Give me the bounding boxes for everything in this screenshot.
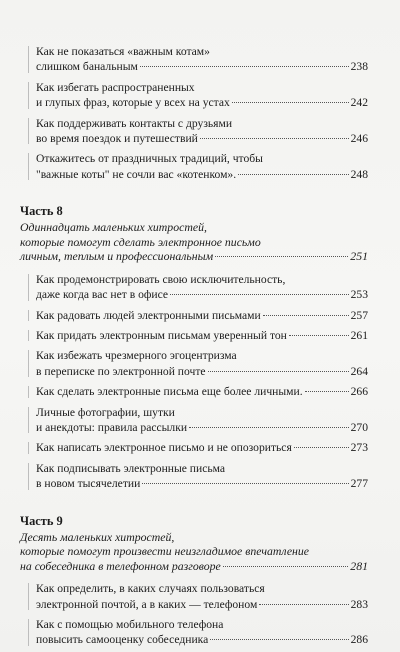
entry-title-line: Как не показаться «важным котам»	[36, 45, 210, 58]
toc-entry[interactable]	[28, 405, 368, 436]
entry-title-line-text: "важные коты" не сочли вас «котенком».	[36, 167, 237, 181]
page-number: 246	[350, 132, 368, 146]
part-8-desc-line-text: личным, теплым и профессиональным	[20, 249, 214, 264]
entry-title-line: Как избежать чрезмерного эгоцентризма	[36, 349, 237, 363]
entry-title-line-text: и глупых фраз, которые у всех на устах	[36, 96, 230, 110]
entry-title-line-text: электронной почтой, а в каких — телефоном	[36, 597, 258, 611]
dot-leader	[232, 102, 349, 103]
entry-title-line: Как продемонстрировать свою исключительность,	[36, 272, 286, 286]
page-number: 283	[350, 597, 368, 611]
toc-entry[interactable]	[28, 328, 368, 343]
page-number: 238	[350, 60, 368, 74]
page-number: 242	[350, 96, 368, 110]
part-8-desc-last-line	[20, 249, 368, 264]
part-9-desc-line: Десять маленьких хитростей,	[20, 529, 175, 544]
part-9-desc-last-line	[20, 559, 368, 574]
page-number: 266	[350, 385, 368, 399]
dot-leader	[305, 391, 349, 392]
entry-title-line-text: Как радовать людей электронными письмами	[36, 308, 261, 322]
entry-title-last-line	[36, 131, 368, 146]
page-number: 270	[350, 421, 368, 434]
dot-leader	[263, 315, 349, 316]
entry-title-last-line	[36, 308, 368, 323]
dot-leader	[238, 174, 349, 175]
toc-entry[interactable]	[28, 384, 368, 399]
entry-title-last-line	[36, 440, 368, 455]
dot-leader	[170, 294, 349, 295]
entry-title-last-line	[36, 59, 368, 74]
part-8-entries	[28, 272, 368, 492]
part-9-entries	[28, 581, 368, 648]
toc-entry[interactable]	[28, 80, 368, 111]
dot-leader	[142, 483, 348, 484]
dot-leader	[223, 566, 349, 567]
entry-title-line-text: Как придать электронным письмам уверенный тон	[36, 328, 287, 342]
entry-title-last-line	[36, 328, 368, 343]
page-number: 264	[350, 364, 368, 378]
entry-title-last-line	[36, 476, 368, 491]
entry-title-line: Как поддерживать контакты с друзьями	[36, 116, 233, 130]
part-8-desc-line: Одиннадцать маленьких хитростей,	[20, 220, 207, 235]
part-9-description	[20, 530, 368, 574]
part-8-heading: Часть 8	[20, 204, 63, 219]
dot-leader	[189, 427, 349, 428]
page-number: 251	[350, 249, 368, 264]
page-number: 261	[350, 328, 368, 342]
entry-title-last-line	[36, 384, 368, 399]
entry-title-line-text: и анекдоты: правила рассылки	[36, 421, 188, 434]
entry-title-last-line	[36, 420, 368, 435]
dot-leader	[289, 335, 349, 336]
part-8-desc-line: которые помогут сделать электронное письмо	[20, 234, 261, 249]
entry-title-last-line	[36, 287, 368, 302]
page-number: 281	[350, 558, 368, 573]
toc-entry[interactable]	[28, 308, 368, 323]
part-9-heading: Часть 9	[20, 513, 63, 528]
page-number: 277	[350, 477, 368, 491]
entry-title-line-text: Как сделать электронные письма еще более личными.	[36, 385, 303, 399]
toc-entry[interactable]	[28, 44, 368, 75]
toc-entry[interactable]	[28, 116, 368, 147]
entry-title-last-line	[36, 364, 368, 379]
entry-title-line-text: во время поездок и путешествий	[36, 132, 198, 146]
dot-leader	[210, 639, 348, 640]
page-number: 257	[350, 308, 368, 322]
dot-leader	[208, 371, 349, 372]
toc-entry[interactable]	[28, 461, 368, 492]
dot-leader	[294, 447, 349, 448]
entry-title-line: Как избегать распространенных	[36, 80, 195, 94]
toc-entry[interactable]	[28, 440, 368, 455]
toc-top-entries	[28, 44, 368, 182]
part-8	[20, 204, 368, 264]
toc-entry[interactable]	[28, 151, 368, 182]
entry-title-line-text: в переписке по электронной почте	[36, 364, 206, 378]
toc-entry[interactable]	[28, 581, 368, 612]
page-number: 286	[350, 633, 368, 647]
entry-title-line-text: слишком банальным	[36, 60, 138, 74]
entry-title-line-text: даже когда вас нет в офисе	[36, 288, 169, 302]
entry-title-line: Как определить, в каких случаях пользоваться	[36, 582, 265, 596]
entry-title-line: Откажитесь от праздничных традиций, чтобы	[36, 152, 263, 166]
dot-leader	[215, 256, 348, 257]
entry-title-last-line	[36, 597, 368, 612]
toc-entry[interactable]	[28, 617, 368, 648]
entry-title-last-line	[36, 632, 368, 647]
toc-entry[interactable]	[28, 348, 368, 379]
entry-title-last-line	[36, 95, 368, 110]
page-number: 248	[350, 167, 368, 181]
dot-leader	[140, 66, 349, 67]
toc-entry[interactable]	[28, 272, 368, 303]
entry-title-line-text: Как написать электронное письмо и не опозориться	[36, 441, 292, 455]
part-9	[20, 514, 368, 574]
page-number: 273	[350, 441, 368, 455]
page-number: 253	[350, 288, 368, 302]
part-9-desc-line-text: на собеседника в телефонном разговоре	[20, 558, 221, 573]
entry-title-line: Как подписывать электронные письма	[36, 461, 226, 475]
part-9-desc-line: которые помогут произвести неизгладимое впечатление	[20, 544, 310, 559]
entry-title-line: Как с помощью мобильного телефона	[36, 617, 224, 631]
entry-title-line-text: в новом тысячелетии	[36, 477, 141, 491]
entry-title-line: Личные фотографии, шутки	[36, 405, 175, 419]
entry-title-last-line	[36, 167, 368, 182]
part-8-description	[20, 220, 368, 264]
dot-leader	[259, 604, 348, 605]
entry-title-line-text: повысить самооценку собеседника	[36, 633, 209, 647]
dot-leader	[200, 138, 349, 139]
